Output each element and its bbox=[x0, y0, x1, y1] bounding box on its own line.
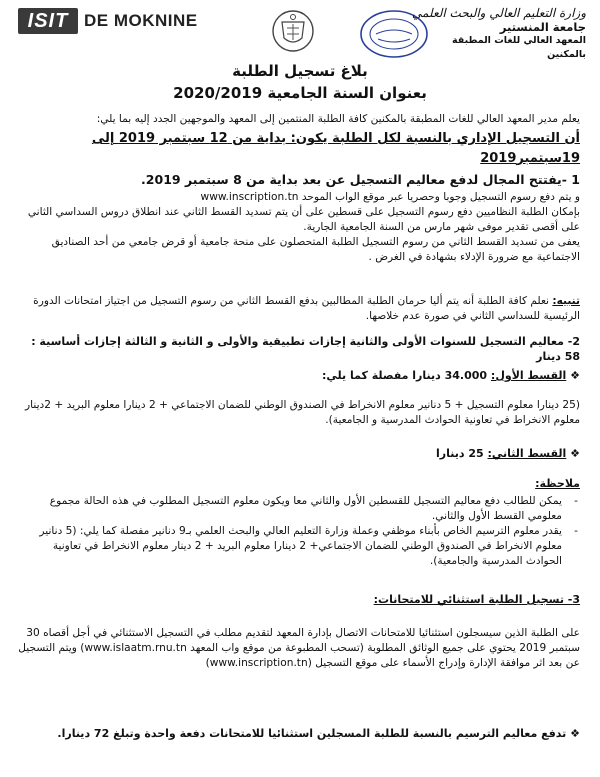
warning-note bbox=[18, 294, 580, 324]
remark-item: - يقدر معلوم الترسيم الخاص بأبناء موظفي وعملة وزارة التعليم العالي والبحث العلمي بـ9 دنانير مفصلة كما يلي: (5 دنانير معلوم الانخراط في الصندوق الوطني للضمان الاجتماعي+ 2 دينارا معلوم البريد + 2 دينار معلوم الانخراط في تعاونية الحوادث المدرسية والجامعية). bbox=[18, 524, 566, 569]
section1-p2: بإمكان الطلبة النظاميين دفع رسوم التسجيل على قسطين على أن يتم تسديد القسط الثاني عند انطلاق دروس السداسي الثاني على أقصى تقدير موفى شهر مارس من السنة الجامعية الجارية. bbox=[27, 206, 580, 233]
section1-p1: و يتم دفع رسوم التسجيل وجوبا وحصريا عبر موقع الواب الموحد www.inscription.tn bbox=[200, 191, 580, 203]
second-installment-label: القسط الثاني: bbox=[487, 447, 567, 460]
first-installment-label: القسط الأول: bbox=[490, 369, 567, 382]
notice-title: بلاغ تسجيل الطلبة bbox=[232, 62, 368, 80]
first-installment-detail: (25 دينارا معلوم التسجيل + 5 دنانير معلوم الانخراط في الصندوق الوطني للضمان الاجتماعي + 2 دينارا معلوم البريد + 2دينار معلوم الانخراط في تعاونية الحوادث المدرسية و الجامعية). bbox=[25, 399, 580, 426]
section3-heading: 3- تسجيل الطلبة استثنائي للامتحانات: bbox=[373, 593, 580, 606]
intro-paragraph: يعلم مدير المعهد العالي للغات المطبقة بالمكنين كافة الطلبة المنتمين إلى المعهد والموجهين الجدد إليه بما يلي: bbox=[96, 113, 580, 125]
institute-name-latin: DE MOKNINE bbox=[84, 11, 198, 30]
institute-line: المعهد العالي للغات المطبقة بالمكنين bbox=[451, 35, 586, 60]
warning-text: نعلم كافة الطلبة أنه يتم أليا حرمان الطلبة المطالبين بدفع القسط الثاني من رسوم التسجيل من اجتياز امتحانات الدورة الرئيسية للسداسي الثاني في صورة عدم خلاصها. bbox=[33, 295, 580, 322]
university-line: جامعة المنستير bbox=[499, 20, 586, 34]
republic-emblem-icon bbox=[270, 8, 316, 54]
exceptional-fee: ❖ تدفع معاليم الترسيم بالنسبة للطلبة المسجلين استثنائيا للامتحانات دفعة واحدة وتبلغ 72 دينارا. bbox=[18, 726, 580, 741]
section2-heading: 2- معاليم التسجيل للسنوات الأولى والثانية إجازات تطبيقية والأولى و الثانية و الثالثة إجازات أساسية : 58 دينار bbox=[31, 335, 580, 363]
second-installment-value: 25 دينارا bbox=[435, 447, 488, 460]
first-installment-value: 34.000 دينارا مفصلة كما يلي: bbox=[322, 369, 491, 382]
registration-dates: أن التسجيل الإداري بالنسبة لكل الطلبة يكون: بداية من 12 سبتمبر 2019 إلى 19سبتمبر2019 bbox=[91, 131, 580, 166]
ministry-header bbox=[411, 6, 586, 62]
section1-heading: 1 -يفتتح المجال لدفع معاليم التسجيل عن بعد بداية من 8 سبتمبر 2019. bbox=[141, 172, 580, 187]
academic-year-title: بعنوان السنة الجامعية 2020/2019 bbox=[173, 84, 427, 102]
isit-logo-mark: ISIT bbox=[18, 8, 78, 34]
remark-item: - يمكن للطالب دفع معاليم التسجيل للقسطين الأول والثاني معا ويكون معلوم التسجيل المطلوب في هذه الحالة مجموع معلومي القسط الأول والثاني. bbox=[18, 494, 566, 524]
ministry-line: وزارة التعليم العالي والبحث العلمي bbox=[412, 6, 586, 20]
section1-body bbox=[18, 190, 580, 265]
first-installment bbox=[18, 368, 580, 383]
second-installment bbox=[18, 446, 580, 461]
institute-logo bbox=[18, 8, 198, 34]
warning-label: تنبيه: bbox=[552, 295, 580, 307]
remark-heading: ملاحظة: bbox=[535, 477, 580, 490]
remark-list bbox=[18, 494, 580, 569]
section3-body: على الطلبة الذين سيسجلون استثنائيا للامتحانات الاتصال بإدارة المعهد لتقديم مطلب في التسجيل الاستثنائي في أجل أقصاه 30 سبتمبر 2019 يحتوي على جميع الوثائق المطلوبة (تسحب المطبوعة من موقع واب المعهد www.islaatm.rnu.tn) ويتم التسجيل عن بعد اثر موافقة الإدارة وإدراج الأسماء على موقع التسجيل (www.inscription.tn) bbox=[18, 627, 580, 669]
section1-p3: يعفى من تسديد القسط الثاني من رسوم التسجيل الطلبة المتحصلون على منحة جامعية أو قرض جامعي من أحد الصناديق الاجتماعية مع ضرورة الإدلاء بشهادة في الغرض . bbox=[51, 236, 580, 263]
